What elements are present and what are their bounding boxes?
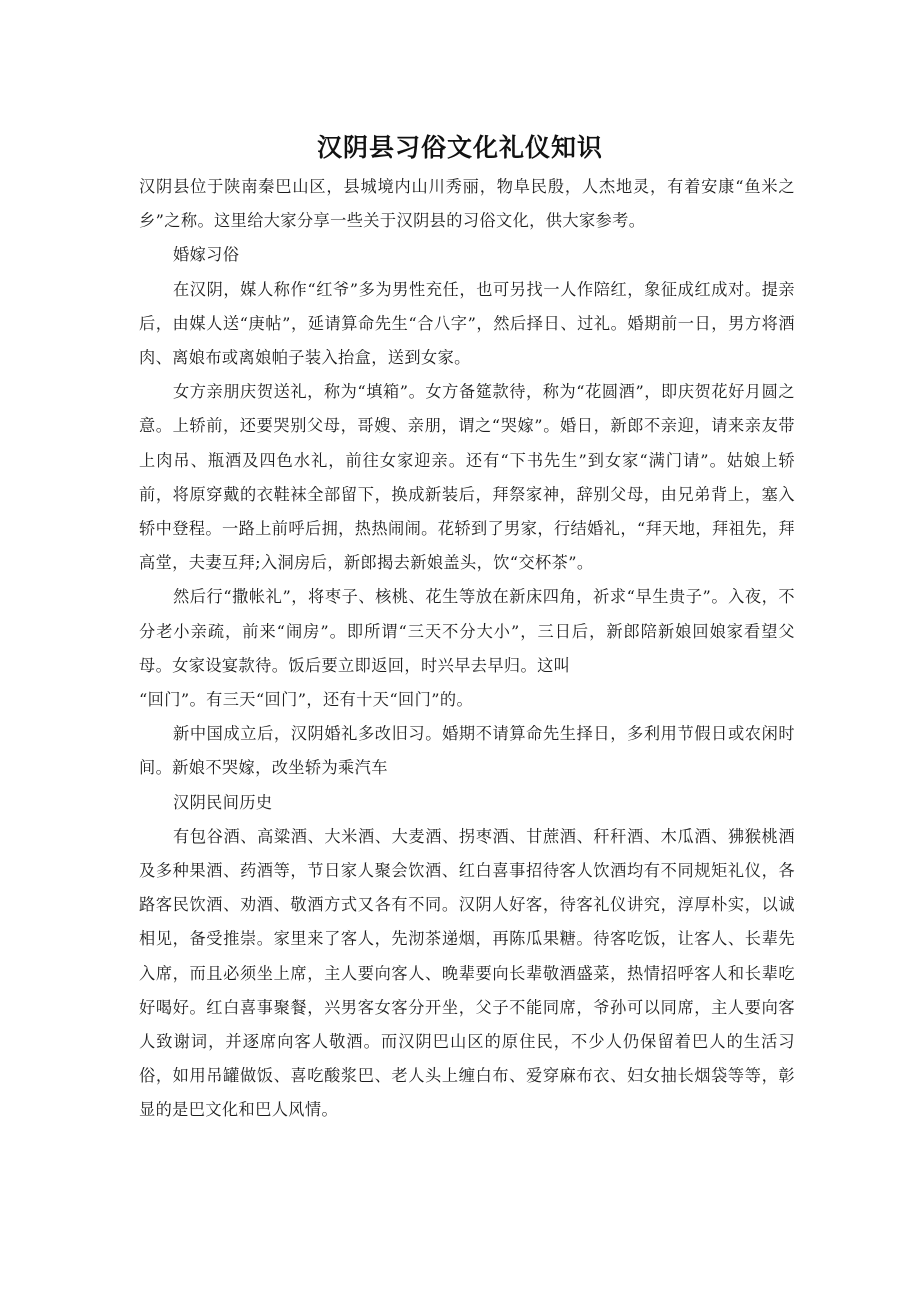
paragraph-new-china: 新中国成立后，汉阴婚礼多改旧习。婚期不请算命先生择日，多利用节假日或农闲时间。新娘不哭嫁，改坐轿为乘汽车 xyxy=(139,724,795,778)
paragraph-matchmaker: 在汉阴，媒人称作“红爷”多为男性充任，也可另找一人作陪红，象征成红成对。提亲后，由媒人送“庚帖”，延请算命先生“合八字”，然后择日、过礼。婚期前一日，男方将酒肉、离娘布或离娘帕子装入抬盒，送到女家。 xyxy=(139,279,795,368)
paragraph-bed-ritual: 然后行“撒帐礼”，将枣子、核桃、花生等放在新床四角，祈求“早生贵子”。入夜，不分老小亲疏，前来“闹房”。即所谓“三天不分大小”，三日后，新郎陪新娘回娘家看望父母。女家设宴款待。饭后要立即返回，时兴早去早归。这叫 xyxy=(139,587,795,675)
document-body xyxy=(139,170,795,1128)
paragraph-intro: 汉阴县位于陕南秦巴山区，县城境内山川秀丽，物阜民殷，人杰地灵，有着安康“鱼米之乡”之称。这里给大家分享一些关于汉阴县的习俗文化，供大家参考。 xyxy=(139,177,795,231)
paragraph-bride-family: 女方亲朋庆贺送礼，称为“填箱”。女方备筵款待，称为“花圆酒”，即庆贺花好月圆之意。上轿前，还要哭别父母，哥嫂、亲朋，谓之“哭嫁”。婚日，新郎不亲迎，请来亲友带上肉吊、瓶酒及四色水礼，前往女家迎亲。还有“下书先生”到女家“满门请”。姑娘上轿前，将原穿戴的衣鞋袜全部留下，换成新装后，拜祭家神，辞别父母，由兄弟背上，塞入轿中登程。一路上前呼后拥，热热闹闹。花轿到了男家，行结婚礼，“拜天地，拜祖先，拜高堂，夫妻互拜;入洞房后，新郎揭去新娘盖头，饮“交杯茶”。 xyxy=(139,382,795,573)
paragraph-return-home: “回门”。有三天“回门”，还有十天“回门”的。 xyxy=(139,690,474,710)
section-heading-history: 汉阴民间历史 xyxy=(173,792,273,812)
document-title: 汉阴县习俗文化礼仪知识 xyxy=(316,133,603,162)
paragraph-wine-customs: 有包谷酒、高粱酒、大米酒、大麦酒、拐枣酒、甘蔗酒、秆秆酒、木瓜酒、狒猴桃酒及多种果酒、药酒等，节日家人聚会饮酒、红白喜事招待客人饮酒均有不同规矩礼仪，各路客民饮酒、劝酒、敬酒方式又各有不同。汉阴人好客，待客礼仪讲究，淳厚朴实，以诚相见，备受推崇。家里来了客人，先沏茶递烟，再陈瓜果糖。待客吃饭，让客人、长辈先入席，而且必须坐上席，主人要向客人、晚辈要向长辈敬酒盛菜，热情招呼客人和长辈吃好喝好。红白喜事聚餐，兴男客女客分开坐，父子不能同席，爷孙可以同席，主人要向客人致谢词，并逐席向客人敬酒。而汉阴巴山区的原住民，不少人仍保留着巴人的生活习俗，如用吊罐做饭、喜吃酸浆巴、老人头上缠白布、爱穿麻布衣、妇女抽长烟袋等等，彰显的是巴文化和巴人风情。 xyxy=(139,826,795,1120)
section-heading-wedding: 婚嫁习俗 xyxy=(173,245,240,265)
